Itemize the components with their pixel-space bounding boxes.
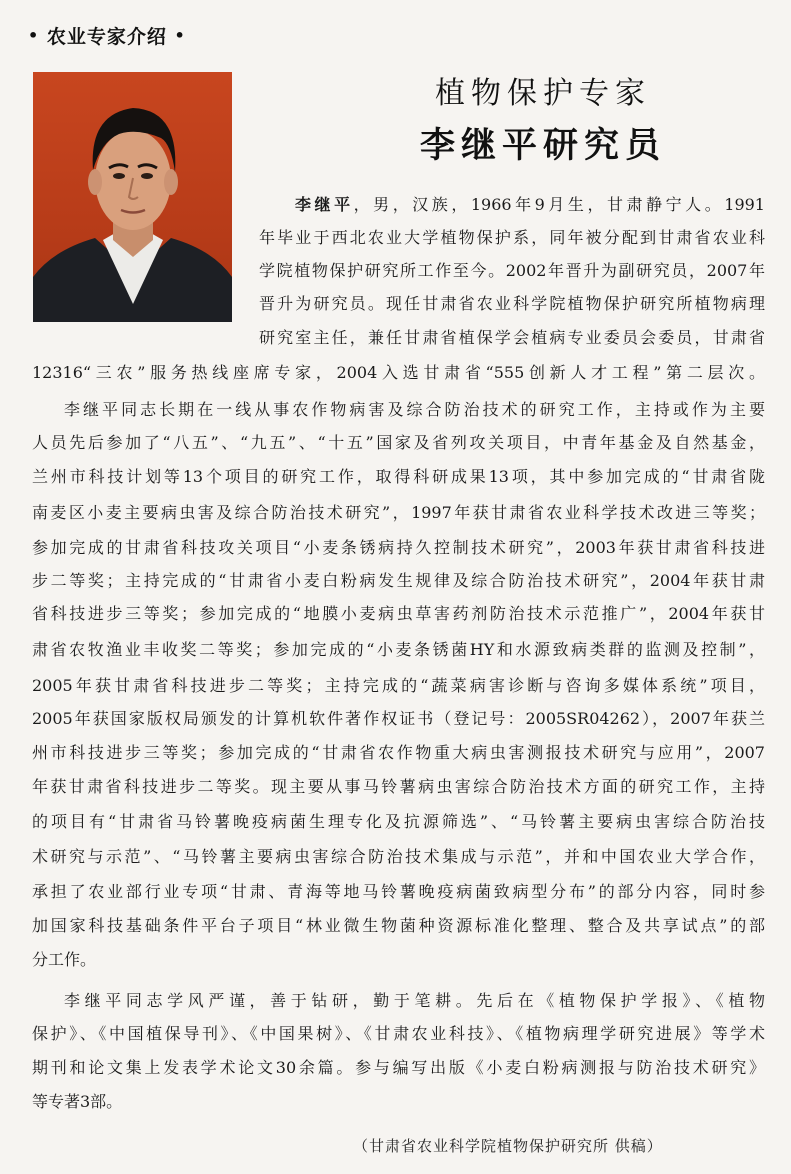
- body-line: 人员先后参加了“八五”、“九五”、“十五”国家及省列攻关项目，中青年基金及自然基金，: [32, 433, 765, 452]
- body-line: 加国家科技基础条件平台子项目“林业微生物菌种资源标准化整理、整合及共享试点”的部: [32, 916, 765, 935]
- body-line: 年获甘肃省科技进步二等奖。现主要从事马铃薯病虫害综合防治技术方面的研究工作，主持: [32, 777, 765, 796]
- body-line: 李继平同志学风严谨，善于钻研，勤于笔耕。先后在《植物保护学报》、《植物: [64, 991, 765, 1010]
- portrait-photo: [33, 72, 232, 322]
- body-line: 李继平同志长期在一线从事农作物病害及综合防治技术的研究工作，主持或作为主要: [64, 400, 765, 419]
- intro-name: 李继平: [295, 195, 354, 214]
- body-line: 术研究与示范”、“马铃薯主要病虫害综合防治技术集成与示范”，并和中国农业大学合作，: [32, 847, 765, 866]
- body-line: 等专著3部。: [32, 1092, 123, 1111]
- body-line: 期刊和论文集上发表学术论文30余篇。参与编写出版《小麦白粉病测报与防治技术研究》: [32, 1058, 765, 1077]
- body-line: 2005年获国家版权局颁发的计算机软件著作权证书（登记号：2005SR04262），2007年获兰: [32, 709, 765, 728]
- bullet-icon: •: [28, 26, 40, 45]
- intro-line: 年毕业于西北农业大学植物保护系，同年被分配到甘肃省农业科: [259, 228, 765, 247]
- body-line: 参加完成的甘肃省科技攻关项目“小麦条锈病持久控制技术研究”，2003年获甘肃省科技进: [32, 538, 765, 557]
- intro-line: 12316“三农”服务热线座席专家，2004入选甘肃省“555创新人才工程”第二层次。: [32, 363, 765, 382]
- body-line: 的项目有“甘肃省马铃薯晚疫病菌生理专化及抗源筛选”、“马铃薯主要病虫害综合防治技: [32, 812, 765, 831]
- expert-field-title: 植物保护专家: [435, 76, 651, 111]
- body-line: 南麦区小麦主要病虫害及综合防治技术研究”，1997年获甘肃省农业科学技术改进三等奖；: [32, 503, 765, 522]
- body-line: 保护》、《中国植保导刊》、《中国果树》、《甘肃农业科技》、《植物病理学研究进展》等学术: [32, 1024, 765, 1043]
- bullet-icon: •: [174, 26, 186, 45]
- section-header: [28, 22, 186, 49]
- section-header-label: 农业专家介绍: [46, 26, 167, 48]
- body-line: 步二等奖；主持完成的“甘肃省小麦白粉病发生规律及综合防治技术研究”，2004年获甘肃: [32, 571, 765, 590]
- intro-line: 晋升为研究员。现任甘肃省农业科学院植物保护研究所植物病理: [259, 294, 765, 313]
- intro-line: 研究室主任，兼任甘肃省植保学会植病专业委员会委员，甘肃省: [259, 328, 765, 347]
- intro-line: [259, 192, 765, 218]
- body-line: 肃省农牧渔业丰收奖二等奖；参加完成的“小麦条锈菌HY和水源致病类群的监测及控制”，: [32, 640, 765, 659]
- body-line: 省科技进步三等奖；参加完成的“地膜小麦病虫草害药剂防治技术示范推广”，2004年获甘: [32, 604, 765, 623]
- body-line: 兰州市科技计划等13个项目的研究工作，取得科研成果13项，其中参加完成的“甘肃省陇: [32, 467, 765, 486]
- expert-name-title: 李继平研究员: [419, 126, 666, 166]
- intro-line-text: ，男，汉族，1966年9月生，甘肃静宁人。1991: [353, 195, 765, 214]
- body-line: 州市科技进步三等奖；参加完成的“甘肃省农作物重大病虫害测报技术研究与应用”，2007: [32, 743, 765, 762]
- body-line: 2005年获甘肃省科技进步二等奖；主持完成的“蔬菜病害诊断与咨询多媒体系统”项目，: [32, 676, 765, 695]
- intro-line: 学院植物保护研究所工作至今。2002年晋升为副研究员，2007年: [259, 261, 765, 280]
- body-line: 分工作。: [32, 950, 97, 969]
- source-credit: （甘肃省农业科学院植物保护研究所 供稿）: [353, 1137, 663, 1155]
- body-line: 承担了农业部行业专项“甘肃、青海等地马铃薯晚疫病菌致病型分布”的部分内容，同时参: [32, 882, 765, 901]
